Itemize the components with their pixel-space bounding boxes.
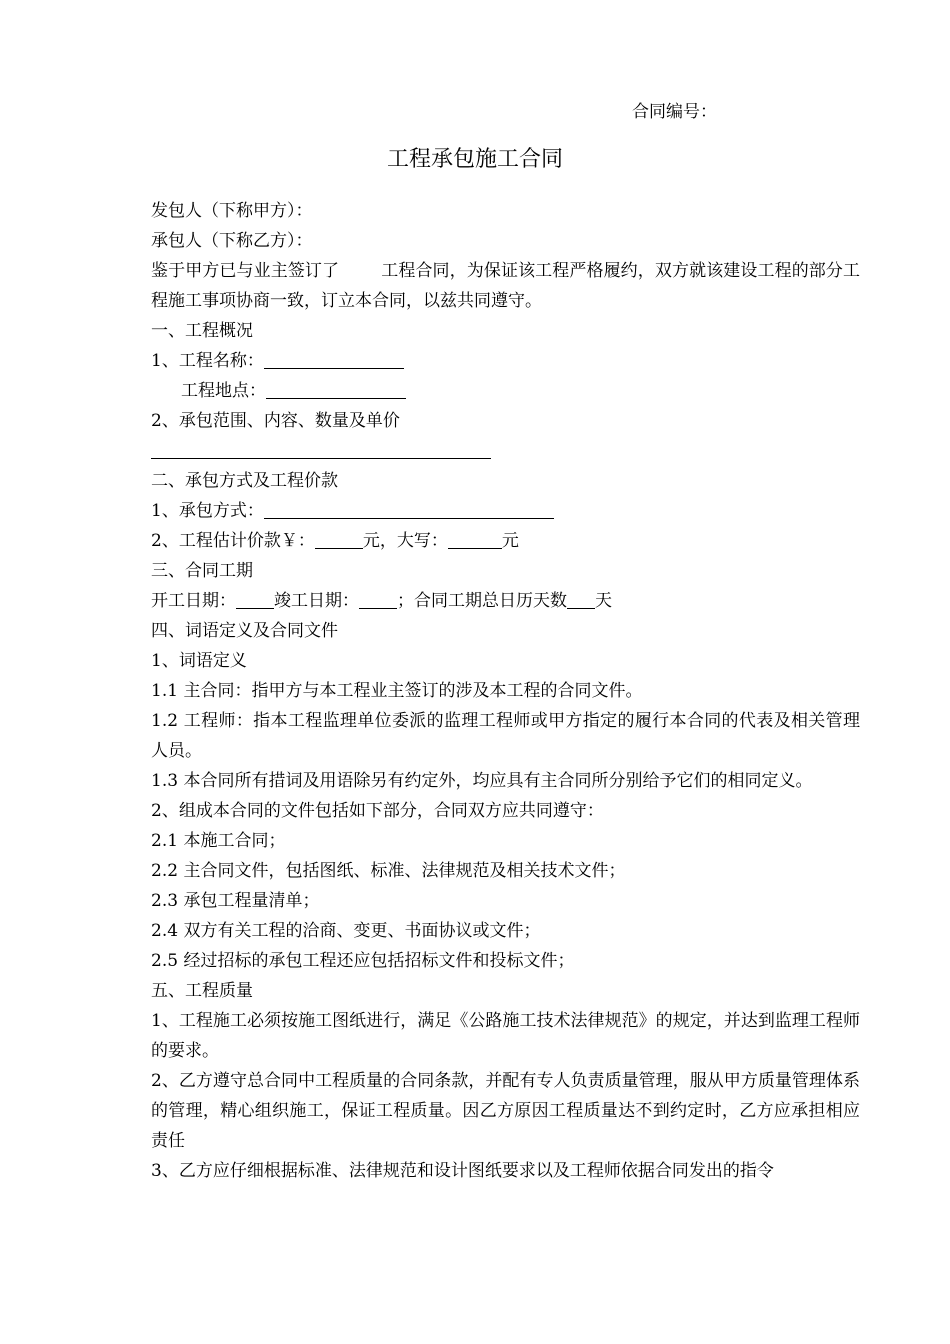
section-2-heading: 二、承包方式及工程价款 [151, 471, 338, 491]
contract-number-label: 合同编号： [632, 102, 717, 122]
estimated-price-label: 2、工程估计价款￥： [151, 531, 315, 551]
definition-1-1: 1.1 主合同：指甲方与本工程业主签订的涉及本工程的合同文件。 [151, 681, 643, 701]
definition-1-2: 1.2 工程师：指本工程监理单位委派的监理工程师或甲方指定的履行本合同的代表及相关管理人员。 [151, 711, 860, 761]
document-2-2: 2.2 主合同文件，包括图纸、标准、法律规范及相关技术文件； [151, 861, 626, 881]
document-2-4: 2.4 双方有关工程的洽商、变更、书面协议或文件； [151, 921, 541, 941]
employer-line: 发包人（下称甲方）： [151, 201, 313, 221]
definitions-heading: 1、词语定义 [151, 651, 247, 671]
contractor-line: 承包人（下称乙方）： [151, 231, 313, 251]
total-days-blank [567, 586, 595, 609]
project-location-line [113, 376, 860, 406]
contract-method-blank [264, 496, 554, 519]
contract-method-label: 1、承包方式： [151, 501, 264, 521]
estimated-price-line [113, 526, 860, 556]
end-date-blank [359, 586, 397, 609]
project-name-label: 1、工程名称： [151, 351, 264, 371]
definition-1-3: 1.3 本合同所有措词及用语除另有约定外，均应具有主合同所分别给予它们的相同定义。 [151, 771, 813, 791]
preamble-paragraph [113, 256, 860, 316]
section-5-heading: 五、工程质量 [151, 981, 253, 1001]
price-figures-blank [315, 526, 363, 549]
price-words-label: 元，大写： [362, 531, 448, 551]
schedule-line [113, 586, 860, 616]
project-name-line [113, 346, 860, 376]
document-2-3: 2.3 承包工程量清单； [151, 891, 320, 911]
project-name-blank [264, 346, 404, 369]
document-title: 工程承包施工合同 [386, 147, 563, 172]
end-date-label: 竣工日期： [274, 591, 359, 611]
preamble-part-b: 工程合同，为保证该工程严格履约，双方就该建设工程的部分工程施工事项协商一致，订立本合同，以兹共同遵守。 [151, 261, 860, 311]
scope-blank [151, 436, 491, 459]
preamble-part-a: 鉴于甲方已与业主签订了 [151, 261, 340, 281]
document-2-1: 2.1 本施工合同； [151, 831, 286, 851]
project-location-blank [266, 376, 406, 399]
quality-clause-3: 3、乙方应仔细根据标准、法律规范和设计图纸要求以及工程师依据合同发出的指令 [151, 1161, 774, 1181]
scope-blank-line [113, 436, 860, 466]
price-words-blank [448, 526, 502, 549]
section-3-heading: 三、合同工期 [151, 561, 253, 581]
price-unit: 元 [501, 531, 519, 551]
document-body [113, 196, 860, 1186]
quality-clause-2: 2、乙方遵守总合同中工程质量的合同条款，并配有专人负责质量管理，服从甲方质量管理体系的管理，精心组织施工，保证工程质量。因乙方原因工程质量达不到约定时，乙方应承担相应责任 [151, 1071, 860, 1151]
section-1-heading: 一、工程概况 [151, 321, 253, 341]
total-days-label: ；合同工期总日历天数 [397, 591, 567, 611]
contract-method-line [113, 496, 860, 526]
scope-line: 2、承包范围、内容、数量及单价 [151, 411, 400, 431]
documents-heading: 2、组成本合同的文件包括如下部分，合同双方应共同遵守： [151, 801, 604, 821]
days-unit: 天 [595, 591, 612, 611]
project-location-label: 工程地点： [181, 381, 266, 401]
start-date-label: 开工日期： [151, 591, 236, 611]
section-4-heading: 四、词语定义及合同文件 [151, 621, 338, 641]
start-date-blank [236, 586, 274, 609]
quality-clause-1: 1、工程施工必须按施工图纸进行，满足《公路施工技术法律规范》的规定，并达到监理工程师的要求。 [151, 1011, 860, 1061]
document-2-5: 2.5 经过招标的承包工程还应包括招标文件和投标文件； [151, 951, 575, 971]
